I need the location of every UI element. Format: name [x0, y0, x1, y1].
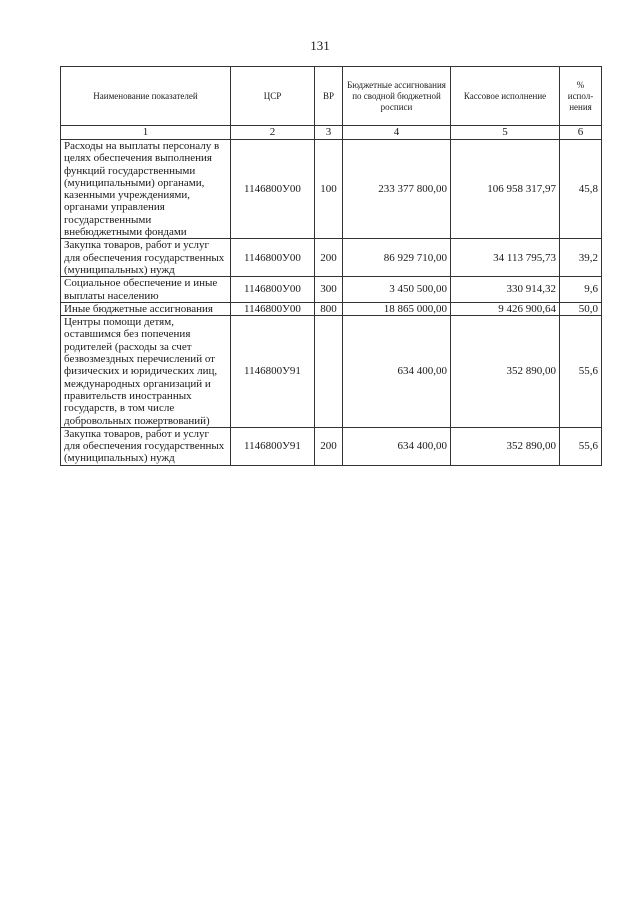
budget-execution-table [60, 66, 602, 466]
column-number: 1 [61, 126, 231, 140]
row-csr: 1146800У00 [231, 277, 315, 303]
row-percent: 9,6 [560, 277, 602, 303]
column-number: 6 [560, 126, 602, 140]
row-budget: 3 450 500,00 [343, 277, 451, 303]
row-budget: 86 929 710,00 [343, 239, 451, 277]
row-csr: 1146800У00 [231, 140, 315, 239]
row-percent: 55,6 [560, 427, 602, 465]
row-percent: 45,8 [560, 140, 602, 239]
row-percent: 50,0 [560, 302, 602, 315]
header-cash-execution: Кассовое исполнение [451, 67, 560, 126]
row-budget: 634 400,00 [343, 316, 451, 428]
row-name: Расходы на выплаты персоналу в целях обеспечения выполнения функций государственными (муниципальными) органами, казенными учреждениями, органами управления государственными внебюджетными фондами [61, 140, 231, 239]
header-vr: ВР [315, 67, 343, 126]
table-row [61, 302, 602, 315]
row-cash: 352 890,00 [451, 316, 560, 428]
row-vr: 100 [315, 140, 343, 239]
row-name: Центры помощи детям, оставшимся без попечения родителей (расходы за счет безвозмездных перечислений от физических и юридических лиц, международных организаций и правительств иностранных государств, в том числе добровольных пожертвований) [61, 316, 231, 428]
table-row [61, 277, 602, 303]
row-csr: 1146800У91 [231, 427, 315, 465]
column-number-row [61, 126, 602, 140]
row-budget: 634 400,00 [343, 427, 451, 465]
table-row [61, 140, 602, 239]
row-name: Иные бюджетные ассигнования [61, 302, 231, 315]
row-percent: 55,6 [560, 316, 602, 428]
row-percent: 39,2 [560, 239, 602, 277]
header-budget-allocations: Бюджетные ассигнования по сводной бюджетной росписи [343, 67, 451, 126]
row-name: Социальное обеспечение и иные выплаты населению [61, 277, 231, 303]
row-csr: 1146800У00 [231, 239, 315, 277]
column-number: 4 [343, 126, 451, 140]
table-header-row [61, 67, 602, 126]
column-number: 3 [315, 126, 343, 140]
header-csr: ЦСР [231, 67, 315, 126]
row-name: Закупка товаров, работ и услуг для обеспечения государственных (муниципальных) нужд [61, 239, 231, 277]
row-cash: 34 113 795,73 [451, 239, 560, 277]
page-number: 131 [310, 38, 330, 53]
row-cash: 330 914,32 [451, 277, 560, 303]
row-vr: 200 [315, 427, 343, 465]
row-budget: 18 865 000,00 [343, 302, 451, 315]
table-row [61, 239, 602, 277]
row-cash: 352 890,00 [451, 427, 560, 465]
row-vr: 800 [315, 302, 343, 315]
table-row [61, 316, 602, 428]
column-number: 5 [451, 126, 560, 140]
row-cash: 9 426 900,64 [451, 302, 560, 315]
header-percent-execution: % испол-нения [560, 67, 602, 126]
row-vr: 200 [315, 239, 343, 277]
row-vr [315, 316, 343, 428]
table-row [61, 427, 602, 465]
row-cash: 106 958 317,97 [451, 140, 560, 239]
row-name: Закупка товаров, работ и услуг для обеспечения государственных (муниципальных) нужд [61, 427, 231, 465]
column-number: 2 [231, 126, 315, 140]
row-csr: 1146800У91 [231, 316, 315, 428]
row-budget: 233 377 800,00 [343, 140, 451, 239]
row-vr: 300 [315, 277, 343, 303]
header-name: Наименование показателей [61, 67, 231, 126]
row-csr: 1146800У00 [231, 302, 315, 315]
